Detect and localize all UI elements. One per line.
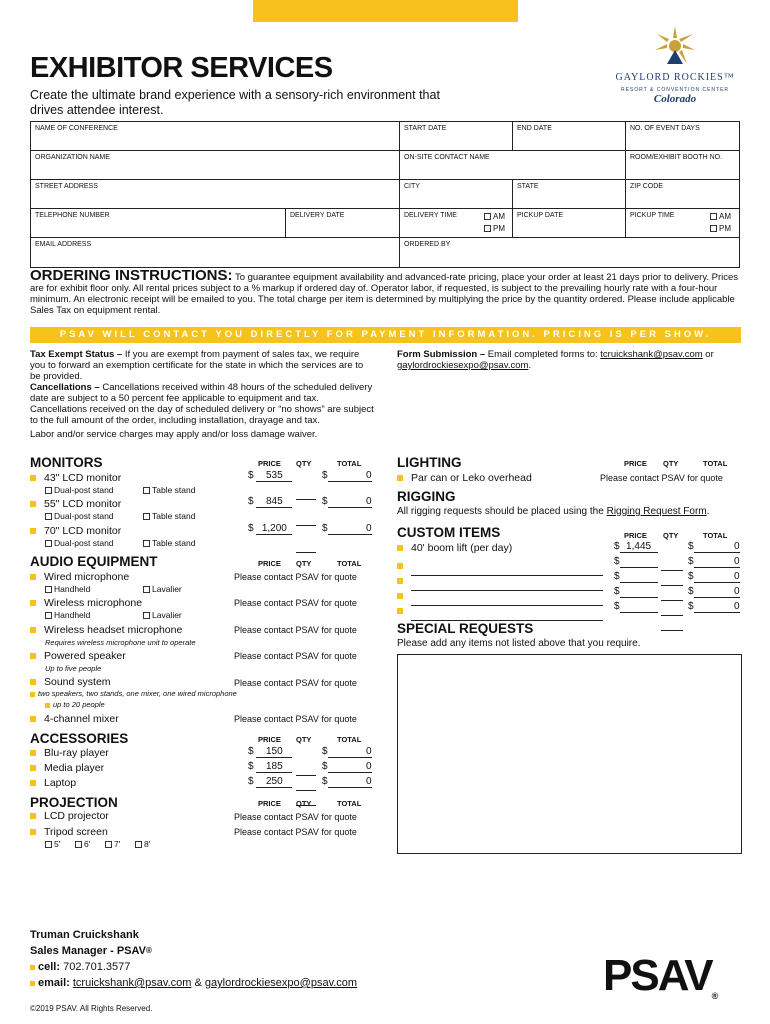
wired-lavalier-option[interactable] [143, 584, 182, 594]
tax-exempt-paragraph [30, 349, 375, 382]
conference-name-field[interactable] [31, 122, 400, 151]
wireless-lavalier-label: Lavalier [152, 610, 182, 620]
tripod-screen-label: Tripod screen [44, 826, 108, 838]
custom-item-4-total: $ 0 [688, 586, 740, 597]
par-can-item[interactable] [397, 472, 532, 484]
cell-label: cell: [38, 961, 61, 973]
submission-label: Form Submission – [397, 349, 486, 360]
copyright: ©2019 PSAV. All Rights Reserved. [30, 1004, 153, 1013]
cancellations-text: Cancellations received within 48 hours of the scheduled delivery date are subject to a 50 percent fee applicable to equipment and tax. Cancellations received on the day of scheduled delivery or “no shows” are subject to the full amount of the order, including installation, drayage and tax. [30, 382, 374, 426]
city-label: CITY [404, 183, 420, 190]
monitor-43-dual-post-checkbox[interactable] [45, 487, 52, 494]
bullet-icon [30, 981, 35, 986]
page-subtitle: Create the ultimate brand experience with a sensory-rich environment that drives attendee interest. [30, 88, 440, 117]
bullet-icon [30, 965, 35, 970]
submission-text: Email completed forms to: [487, 349, 598, 360]
laptop-total: $ 0 [322, 776, 372, 787]
monitor-70-label: 70" LCD monitor [44, 525, 122, 537]
monitor-43-table-checkbox[interactable] [143, 487, 150, 494]
bullet-icon [45, 703, 50, 708]
custom-item-4-price[interactable]: $ [614, 586, 658, 598]
bullet-icon [30, 574, 36, 580]
custom-item-2-total: $ 0 [688, 556, 740, 567]
bluray-total-value: 0 [328, 746, 372, 758]
pickup-date-label: PICKUP DATE [517, 212, 564, 219]
gaylord-logo [600, 24, 750, 105]
contact-cell [30, 959, 357, 975]
organization-name-field[interactable] [31, 151, 400, 180]
submission-period: . [528, 360, 532, 371]
monitor-70-total: $ 0 [322, 523, 372, 534]
wired-handheld-option[interactable] [45, 584, 90, 594]
payment-banner: PSAV WILL CONTACT YOU DIRECTLY FOR PAYMENT INFORMATION. PRICING IS PER SHOW. [30, 327, 741, 343]
submission-email-link-1[interactable]: tcruickshank@psav.com [600, 349, 703, 360]
pickup-pm-checkbox[interactable] [710, 225, 717, 232]
bluray-price-value: 150 [256, 746, 292, 758]
screen-size-6-checkbox[interactable] [75, 841, 82, 848]
wireless-mic-item[interactable] [30, 597, 142, 609]
logo-tagline: RESORT & CONVENTION CENTER [620, 87, 730, 93]
monitor-55-table-checkbox[interactable] [143, 513, 150, 520]
onsite-contact-field[interactable] [400, 151, 626, 180]
booth-number-label: ROOM/EXHIBIT BOOTH NO. [630, 154, 723, 161]
media-player-price: $ 185 [248, 761, 292, 773]
monitor-43-table-stand[interactable] [143, 485, 195, 495]
rigging-heading: RIGGING [397, 489, 456, 504]
monitor-55-price-value: 845 [256, 496, 292, 508]
monitor-43-total-value: 0 [328, 470, 372, 482]
bullet-icon [397, 593, 403, 599]
audio-total-header: TOTAL [337, 559, 362, 568]
monitor-55-total-value: 0 [328, 496, 372, 508]
custom-item-5-total: $ 0 [688, 601, 740, 612]
monitor-55-total: $ 0 [322, 496, 372, 507]
wireless-lavalier-option[interactable] [143, 610, 182, 620]
monitor-55-dual-post-label: Dual-post stand [54, 511, 114, 521]
custom-item-1-price: $ 1,445 [614, 541, 658, 553]
email-label-footer: email: [38, 977, 70, 989]
monitor-43-dual-post[interactable] [45, 485, 114, 495]
media-player-label: Media player [44, 762, 105, 774]
projection-heading: PROJECTION [30, 795, 118, 810]
conference-name-label: NAME OF CONFERENCE [35, 125, 118, 132]
contact-role [30, 943, 357, 959]
wired-mic-item[interactable] [30, 571, 129, 583]
tripod-screen-item[interactable] [30, 826, 108, 838]
monitor-70-dual-post-checkbox[interactable] [45, 540, 52, 547]
city-field[interactable] [400, 180, 513, 209]
bluray-price: $ 150 [248, 746, 292, 758]
monitor-70-dual-post-label: Dual-post stand [54, 538, 114, 548]
cancellations-label: Cancellations – [30, 382, 100, 393]
sound-system-item[interactable] [30, 676, 111, 688]
custom-item-1-price-value: 1,445 [620, 541, 658, 553]
monitor-55-price: $ 845 [248, 496, 292, 508]
pickup-pm-label: PM [719, 224, 731, 233]
screen-size-5-checkbox[interactable] [45, 841, 52, 848]
monitor-43-dual-post-label: Dual-post stand [54, 485, 114, 495]
custom-total-header: TOTAL [703, 531, 728, 540]
bullet-icon [30, 653, 36, 659]
labor-text: Labor and/or service charges may apply and/or loss damage waiver. [30, 429, 318, 440]
policies-left [30, 349, 375, 440]
sound-note-2 [45, 700, 105, 709]
street-address-label: STREET ADDRESS [35, 183, 98, 190]
wireless-lavalier-checkbox[interactable] [143, 612, 150, 619]
monitor-70-item[interactable] [30, 525, 121, 537]
pickup-am-option[interactable] [710, 212, 731, 221]
sound-note-1-text: two speakers, two stands, one mixer, one wired microphone [38, 689, 237, 698]
monitor-43-qty[interactable] [296, 481, 316, 500]
lcd-projector-contact: Please contact PSAV for quote [234, 812, 357, 822]
order-form-grid [30, 121, 740, 268]
pickup-am-checkbox[interactable] [710, 213, 717, 220]
custom-item-2-price[interactable]: $ [614, 556, 658, 568]
mixer-label: 4-channel mixer [44, 713, 119, 725]
tripod-screen-contact: Please contact PSAV for quote [234, 827, 357, 837]
projection-price-header: PRICE [258, 799, 281, 808]
audio-price-header: PRICE [258, 559, 281, 568]
form-submission [397, 349, 742, 371]
pickup-am-label: AM [719, 212, 731, 221]
custom-item-1-label: 40' boom lift (per day) [411, 542, 513, 554]
laptop-item[interactable] [30, 777, 76, 789]
custom-item-3-price[interactable]: $ [614, 571, 658, 583]
monitor-55-dual-post-checkbox[interactable] [45, 513, 52, 520]
monitor-70-total-value: 0 [328, 523, 372, 535]
projection-qty-header: QTY [296, 799, 312, 808]
bullet-icon [30, 780, 36, 786]
contact-role-text: Sales Manager - PSAV [30, 945, 146, 957]
powered-speaker-contact: Please contact PSAV for quote [234, 651, 357, 661]
par-can-label: Par can or Leko overhead [411, 472, 532, 484]
bullet-icon [30, 475, 36, 481]
monitor-55-dual-post[interactable] [45, 511, 114, 521]
tax-exempt-text: If you are exempt from payment of sales tax, we require you to forward an exemption certificate for the state in which the services are to be provided. [30, 349, 364, 382]
monitor-43-item[interactable] [30, 472, 121, 484]
contact-email [30, 975, 357, 991]
screen-size-5-label: 5' [54, 839, 61, 849]
screen-size-6-label: 6' [84, 839, 91, 849]
monitor-70-table-label: Table stand [152, 538, 196, 548]
headset-mic-label: Wireless headset microphone [44, 624, 183, 636]
pickup-time-label: PICKUP TIME [630, 212, 675, 219]
delivery-date-label: DELIVERY DATE [290, 212, 345, 219]
mixer-contact: Please contact PSAV for quote [234, 714, 357, 724]
email-label: EMAIL ADDRESS [35, 241, 92, 248]
headset-note: Requires wireless microphone unit to operate [45, 638, 196, 647]
wired-lavalier-checkbox[interactable] [143, 586, 150, 593]
email-field[interactable] [31, 238, 400, 267]
pickup-pm-option[interactable] [710, 224, 731, 233]
laptop-total-value: 0 [328, 776, 372, 788]
bluray-total: $ 0 [322, 746, 372, 757]
projection-total-header: TOTAL [337, 799, 362, 808]
monitor-43-price: $ 535 [248, 470, 292, 482]
accessories-heading: ACCESSORIES [30, 731, 129, 746]
monitor-70-price: $ 1,200 [248, 523, 292, 535]
bullet-icon [397, 545, 403, 551]
media-player-price-value: 185 [256, 761, 292, 773]
monitor-55-label: 55" LCD monitor [44, 498, 122, 510]
rigging-text-body: All rigging requests should be placed using the [397, 506, 604, 517]
powered-speaker-label: Powered speaker [44, 650, 126, 662]
delivery-time-field[interactable] [400, 209, 513, 238]
cell-number: 702.701.3577 [63, 961, 131, 973]
wireless-handheld-label: Handheld [54, 610, 91, 620]
lighting-price-header: PRICE [624, 459, 647, 468]
sound-note-1 [30, 689, 237, 698]
state-label: STATE [517, 183, 539, 190]
wireless-handheld-checkbox[interactable] [45, 612, 52, 619]
laptop-price: $ 250 [248, 776, 292, 788]
wired-handheld-checkbox[interactable] [45, 586, 52, 593]
custom-item-1-total-value: 0 [694, 541, 740, 553]
sound-note-2-text: up to 20 people [53, 700, 105, 709]
screen-size-8-checkbox[interactable] [135, 841, 142, 848]
screen-size-7-checkbox[interactable] [105, 841, 112, 848]
onsite-contact-label: ON-SITE CONTACT NAME [404, 154, 490, 161]
accessories-qty-header: QTY [296, 735, 312, 744]
media-player-item[interactable] [30, 762, 104, 774]
custom-item-1[interactable] [397, 542, 512, 554]
powered-speaker-item[interactable] [30, 650, 126, 662]
laptop-price-value: 250 [256, 776, 292, 788]
monitor-70-dual-post[interactable] [45, 538, 114, 548]
custom-items-heading: CUSTOM ITEMS [397, 525, 501, 540]
booth-number-field[interactable] [626, 151, 740, 180]
bullet-icon [30, 692, 35, 697]
mixer-item[interactable] [30, 713, 119, 725]
monitor-70-qty[interactable] [296, 534, 316, 553]
contact-name: Truman Cruickshank [30, 929, 139, 941]
monitor-55-table-stand[interactable] [143, 511, 195, 521]
bullet-icon [397, 475, 403, 481]
cancellations-paragraph [30, 382, 375, 426]
custom-qty-header: QTY [663, 531, 679, 540]
page-title: EXHIBITOR SERVICES [30, 52, 333, 84]
rigging-request-form-link[interactable]: Rigging Request Form [606, 506, 707, 517]
screen-size-8[interactable] [135, 839, 150, 849]
wireless-mic-contact: Please contact PSAV for quote [234, 598, 357, 608]
accessories-price-header: PRICE [258, 735, 281, 744]
monitor-70-table-checkbox[interactable] [143, 540, 150, 547]
delivery-pm-checkbox[interactable] [484, 225, 491, 232]
custom-item-5[interactable] [397, 602, 603, 621]
custom-item-3-total: $ 0 [688, 571, 740, 582]
pickup-date-field[interactable] [513, 209, 626, 238]
delivery-am-checkbox[interactable] [484, 213, 491, 220]
headset-mic-item[interactable] [30, 624, 182, 636]
logo-script: Colorado [653, 93, 697, 105]
lcd-projector-label: LCD projector [44, 810, 109, 822]
sun-icon [653, 24, 697, 68]
organization-name-label: ORGANIZATION NAME [35, 154, 110, 161]
state-field[interactable] [513, 180, 626, 209]
delivery-am-label: AM [493, 212, 505, 221]
delivery-time-label: DELIVERY TIME [404, 212, 457, 219]
bullet-icon [397, 578, 403, 584]
wired-lavalier-label: Lavalier [152, 584, 182, 594]
logo-name: GAYLORD ROCKIES™ [615, 72, 735, 83]
psav-logo [603, 951, 716, 1001]
lighting-total-header: TOTAL [703, 459, 728, 468]
screen-size-7-label: 7' [114, 839, 121, 849]
delivery-pm-option[interactable] [484, 224, 505, 233]
accessories-total-header: TOTAL [337, 735, 362, 744]
ordered-by-label: ORDERED BY [404, 241, 451, 248]
monitor-43-total: $ 0 [322, 470, 372, 481]
rigging-text [397, 506, 709, 517]
monitor-43-table-label: Table stand [152, 485, 196, 495]
footer-amp: & [194, 977, 202, 989]
bullet-icon [30, 627, 36, 633]
sound-system-contact: Please contact PSAV for quote [234, 678, 357, 688]
psav-registered: ® [711, 991, 717, 1001]
monitors-qty-header: QTY [296, 459, 312, 468]
zip-label: ZIP CODE [630, 183, 663, 190]
par-can-contact: Please contact PSAV for quote [600, 473, 723, 483]
bluray-label: Blu-ray player [44, 747, 109, 759]
screen-size-8-label: 8' [144, 839, 151, 849]
submission-email-link-2[interactable]: gaylordrockiesexpo@psav.com [397, 360, 529, 371]
lighting-heading: LIGHTING [397, 455, 462, 470]
bullet-icon [30, 829, 36, 835]
tax-exempt-label: Tax Exempt Status – [30, 349, 123, 360]
custom-item-5-price[interactable]: $ [614, 601, 658, 613]
bullet-icon [30, 528, 36, 534]
start-date-label: START DATE [404, 125, 447, 132]
monitor-55-table-label: Table stand [152, 511, 196, 521]
custom-item-5-qty[interactable] [661, 612, 683, 631]
footer-email-link-2[interactable]: gaylordrockiesexpo@psav.com [204, 977, 358, 989]
custom-item-5-total-value: 0 [694, 601, 740, 613]
monitor-55-qty[interactable] [296, 507, 316, 526]
custom-price-header: PRICE [624, 531, 647, 540]
screen-size-5[interactable] [45, 839, 60, 849]
laptop-label: Laptop [44, 777, 77, 789]
monitor-43-price-value: 535 [256, 470, 292, 482]
pickup-time-field[interactable] [626, 209, 740, 238]
sound-system-label: Sound system [44, 676, 111, 688]
bullet-icon [30, 750, 36, 756]
delivery-pm-label: PM [493, 224, 505, 233]
bluray-item[interactable] [30, 747, 109, 759]
street-address-field[interactable] [31, 180, 400, 209]
bullet-icon [30, 813, 36, 819]
start-date-field[interactable] [400, 122, 513, 151]
bullet-icon [397, 608, 403, 614]
special-requests-heading: SPECIAL REQUESTS [397, 621, 534, 636]
bullet-icon [30, 501, 36, 507]
rigging-period: . [706, 506, 710, 517]
wireless-mic-label: Wireless microphone [44, 597, 143, 609]
audio-qty-header: QTY [296, 559, 312, 568]
footer-email-link-1[interactable]: tcruickshank@psav.com [72, 977, 192, 989]
custom-item-5-input[interactable] [411, 602, 603, 621]
headset-mic-contact: Please contact PSAV for quote [234, 625, 357, 635]
submission-or: or [705, 349, 714, 360]
wired-mic-label: Wired microphone [44, 571, 130, 583]
wired-handheld-label: Handheld [54, 584, 91, 594]
monitor-70-table-stand[interactable] [143, 538, 195, 548]
special-requests-text: Please add any items not listed above that you require. [397, 638, 641, 649]
media-player-total: $ 0 [322, 761, 372, 772]
telephone-field[interactable] [31, 209, 286, 238]
contact-block [30, 927, 357, 991]
monitors-total-header: TOTAL [337, 459, 362, 468]
special-requests-textarea[interactable] [397, 654, 742, 854]
wireless-handheld-option[interactable] [45, 610, 90, 620]
custom-item-2-total-value: 0 [694, 556, 740, 568]
custom-item-3-total-value: 0 [694, 571, 740, 583]
screen-size-6[interactable] [75, 839, 90, 849]
custom-item-4-total-value: 0 [694, 586, 740, 598]
bullet-icon [30, 679, 36, 685]
screen-size-7[interactable] [105, 839, 120, 849]
telephone-label: TELEPHONE NUMBER [35, 212, 110, 219]
custom-item-1-total: $ 0 [688, 541, 740, 552]
wired-mic-contact: Please contact PSAV for quote [234, 572, 357, 582]
ordering-heading: ORDERING INSTRUCTIONS: [30, 267, 233, 284]
monitor-55-item[interactable] [30, 498, 121, 510]
audio-heading: AUDIO EQUIPMENT [30, 554, 158, 569]
top-accent-bar [253, 0, 518, 22]
bullet-icon [30, 716, 36, 722]
psav-logo-text: PSAV [603, 951, 712, 1000]
bullet-icon [397, 563, 403, 569]
monitor-43-label: 43" LCD monitor [44, 472, 122, 484]
monitors-price-header: PRICE [258, 459, 281, 468]
bullet-icon [30, 600, 36, 606]
event-days-field[interactable] [626, 122, 740, 151]
monitor-70-price-value: 1,200 [256, 523, 292, 535]
registered-mark: ® [145, 946, 152, 955]
delivery-am-option[interactable] [484, 212, 505, 221]
end-date-field[interactable] [513, 122, 626, 151]
ordered-by-field[interactable] [400, 238, 740, 267]
ordering-instructions [30, 267, 742, 316]
delivery-date-field[interactable] [286, 209, 400, 238]
end-date-label: END DATE [517, 125, 552, 132]
powered-note: Up to five people [45, 664, 102, 673]
bullet-icon [30, 765, 36, 771]
event-days-label: NO. OF EVENT DAYS [630, 125, 700, 132]
ordering-text: To guarantee equipment availability and advanced-rate pricing, place your order at least 21 days prior to delivery. Prices are for exhibit floor only. All rental prices subject to a % markup if ordered day of. Operator labor, if requested, is subject to the prevailing hourly rate with a four-hour minimum. An electronic receipt will be emailed to you. The total charge per item is determined by multiplying the price by the quantity ordered. Please include applicable Sales Tax on equipment rental. [30, 272, 739, 316]
media-player-total-value: 0 [328, 761, 372, 773]
lighting-qty-header: QTY [663, 459, 679, 468]
monitors-heading: MONITORS [30, 455, 103, 470]
lcd-projector-item[interactable] [30, 810, 109, 822]
zip-field[interactable] [626, 180, 740, 209]
